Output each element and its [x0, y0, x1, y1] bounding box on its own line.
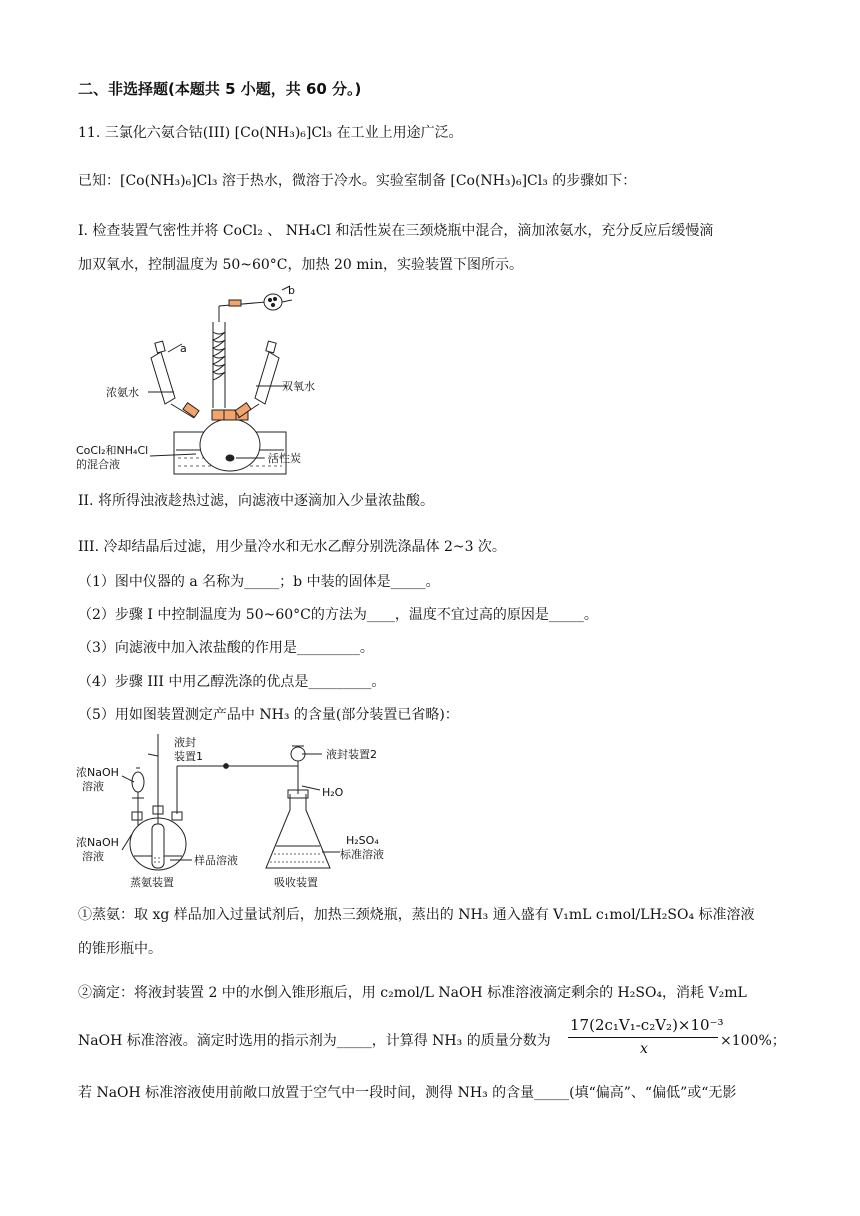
question-1: （1）图中仪器的 a 名称为_____；b 中装的固体是_____。 [78, 574, 440, 590]
apparatus-figure-2 [76, 734, 396, 892]
section-title: 二、非选择题(本题共 5 小题，共 60 分。) [78, 80, 362, 98]
step-2: II. 将所得浊液趁热过滤，向滤液中逐滴加入少量浓盐酸。 [78, 493, 434, 509]
question-3: （3）向滤液中加入浓盐酸的作用是_________。 [78, 640, 374, 656]
label-a: a [180, 342, 187, 355]
label-sample: 样品溶液 [194, 854, 238, 867]
label-h2so4-line1: H₂SO₄ [346, 834, 379, 847]
label-h2so4-line2: 标准溶液 [340, 848, 384, 861]
label-seal1-line2: 装置1 [174, 750, 203, 763]
label-h2o2: 双氧水 [282, 380, 315, 393]
label-absorb-device: 吸收装置 [274, 876, 318, 889]
label-water: H₂O [322, 786, 344, 799]
formula-numerator: 17(2c₁V₁-c₂V₂)×10⁻³ [570, 1016, 724, 1034]
question-2: （2）步骤 I 中控制温度为 50~60°C的方法为____，温度不宜过高的原因是_____。 [78, 607, 598, 623]
question-11-intro: 11. 三氯化六氨合钴(III) [Co(NH₃)₆]Cl₃ 在工业上用途广泛。 [78, 125, 463, 141]
formula-fraction-bar [568, 1037, 718, 1038]
label-naoh-top-line1: 浓NaOH [76, 766, 119, 779]
apparatus-figure-1 [76, 282, 316, 478]
formula-tail: ×100%； [720, 1033, 786, 1049]
label-seal1-line1: 液封 [174, 736, 196, 749]
para-1-line-1: ①蒸氨：取 xg 样品加入过量试剂后，加热三颈烧瓶，蒸出的 NH₃ 通入盛有 V₁mL c₁mol/LH₂SO₄ 标准溶液 [78, 907, 755, 923]
mass-fraction-formula [568, 1016, 784, 1068]
step-3: III. 冷却结晶后过滤，用少量冷水和无水乙醇分别洗涤晶体 2~3 次。 [78, 539, 506, 555]
para-3: 若 NaOH 标准溶液使用前敞口放置于空气中一段时间，测得 NH₃ 的含量_____(填“偏高”、“偏低”或“无影 [78, 1085, 737, 1101]
label-distill-device: 蒸氨装置 [130, 876, 174, 889]
step-1-line-2: 加双氧水，控制温度为 50~60°C，加热 20 min，实验装置下图所示。 [78, 257, 524, 273]
step-1-line-1: I. 检查装置气密性并将 CoCl₂ 、 NH₄Cl 和活性炭在三颈烧瓶中混合，滴加浓氨水，充分反应后缓慢滴 [78, 223, 714, 239]
question-5: （5）用如图装置测定产品中 NH₃ 的含量(部分装置已省略)： [78, 707, 459, 723]
formula-denominator: x [640, 1041, 648, 1057]
known-info: 已知：[Co(NH₃)₆]Cl₃ 溶于热水，微溶于冷水。实验室制备 [Co(NH₃)₆]Cl₃ 的步骤如下： [78, 173, 637, 189]
label-naoh-bottom-line2: 溶液 [82, 850, 104, 863]
label-naoh-bottom-line1: 浓NaOH [76, 836, 119, 849]
label-seal2: 液封装置2 [326, 748, 377, 761]
para-2-line-2: NaOH 标准溶液。滴定时选用的指示剂为_____，计算得 NH₃ 的质量分数为 [78, 1033, 551, 1049]
label-mixture-line2: 的混合液 [76, 458, 120, 471]
para-2-line-1: ②滴定：将液封装置 2 中的水倒入锥形瓶后，用 c₂mol/L NaOH 标准溶液滴定剩余的 H₂SO₄，消耗 V₂mL [78, 985, 747, 1001]
label-ammonia: 浓氨水 [106, 386, 139, 399]
question-4: （4）步骤 III 中用乙醇洗涤的优点是_________。 [78, 674, 386, 690]
label-naoh-top-line2: 溶液 [82, 780, 104, 793]
label-b: b [288, 284, 295, 297]
label-carbon: 活性炭 [268, 452, 301, 465]
label-mixture-line1: CoCl₂和NH₄Cl [76, 444, 149, 457]
para-1-line-2: 的锥形瓶中。 [78, 941, 162, 957]
